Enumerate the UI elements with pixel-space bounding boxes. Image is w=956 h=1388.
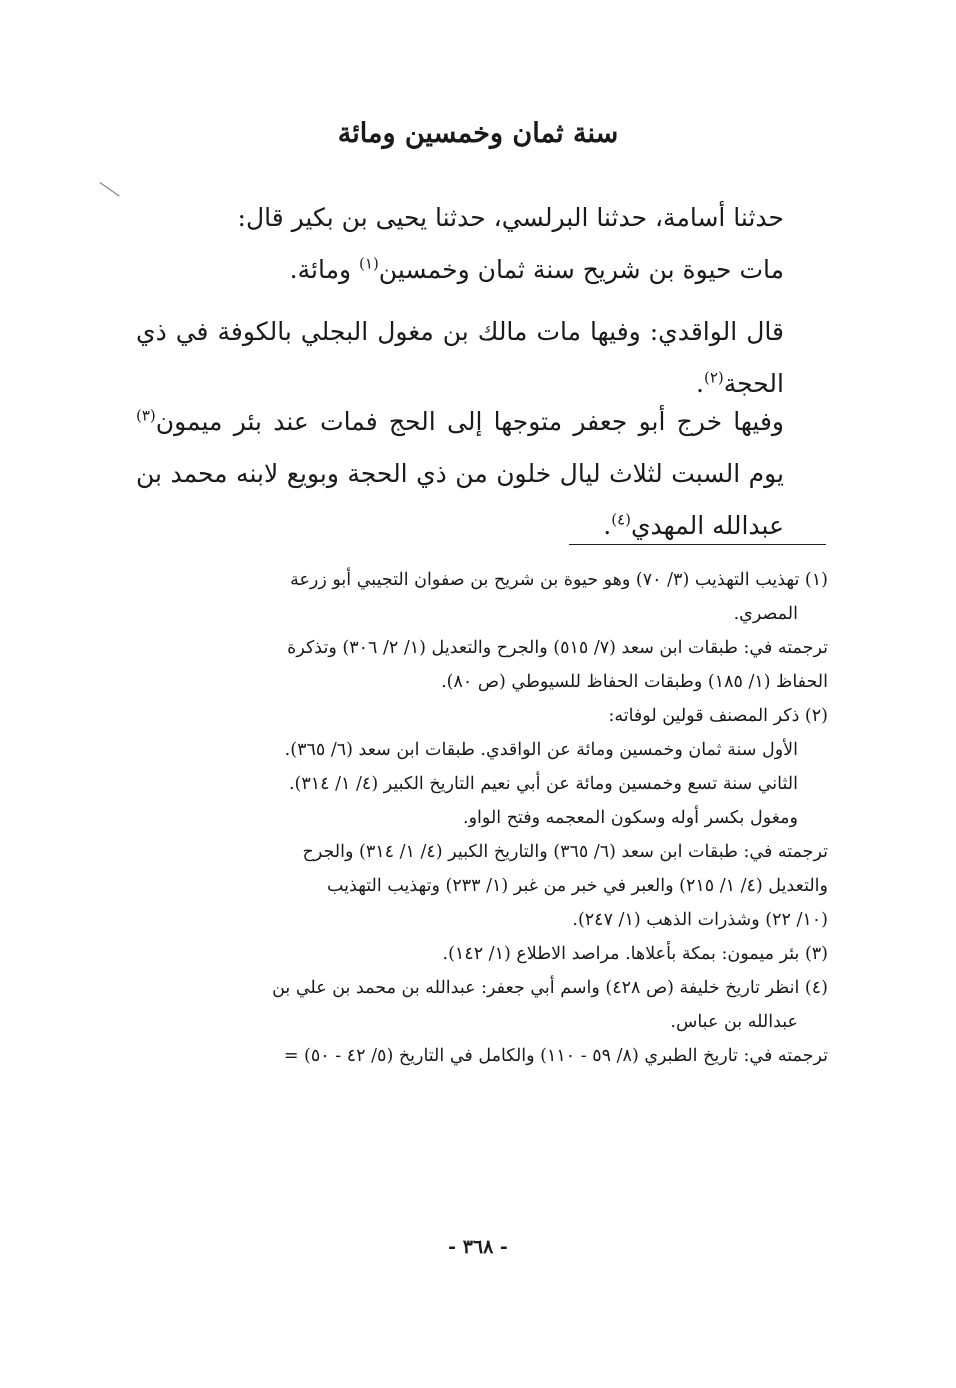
footnote-1-line3: ترجمته في: طبقات ابن سعد (٧/ ٥١٥) والجرح والتعديل (١/ ٢/ ٣٠٦) وتذكرة [287, 638, 828, 658]
footnote-4-line3: ترجمته في: تاريخ الطبري (٨/ ٥٩ - ١١٠) والكامل في التاريخ (٥/ ٤٢ - ٥٠) = [283, 1046, 828, 1066]
footnote-2-line7: (١٠/ ٢٢) وشذرات الذهب (١/ ٢٤٧). [572, 910, 828, 930]
footnote-1-line4: الحفاظ (١/ ١٨٥) وطبقات الحفاظ للسيوطي (ص ٨٠). [441, 672, 828, 692]
footnote-2-line5: ترجمته في: طبقات ابن سعد (٦/ ٣٦٥) والتاريخ الكبير (٤/ ١/ ٣١٤) والجرح [302, 842, 828, 862]
p1-line1: حدثنا أسامة، حدثنا البرلسي، حدثنا يحيى بن بكير قال: [237, 203, 784, 232]
footnotes [128, 563, 828, 1073]
p3-end: . [603, 511, 612, 540]
footnote-2-line4: ومغول بكسر أوله وسكون المعجمه وفتح الواو. [463, 808, 798, 828]
footnote-ref-4: (٤) [611, 510, 631, 529]
footnote-separator [569, 544, 826, 545]
p1-line2-end: ومائة. [289, 255, 360, 284]
footnote-ref-1: (١) [359, 254, 379, 273]
paragraph-abu-jafar [136, 396, 826, 552]
footnote-3-line1: (٣) بئر ميمون: بمكة بأعلاها. مراصد الاطلاع (١/ ١٤٢). [442, 944, 828, 964]
footnote-1-line2: المصري. [733, 604, 798, 624]
footnote-1-line1: (١) تهذيب التهذيب (٣/ ٧٠) وهو حيوة بن شريح بن صفوان التجيبي أبو زرعة [290, 570, 828, 590]
footnote-2-line3: الثاني سنة تسع وخمسين ومائة عن أبي نعيم التاريخ الكبير (٤/ ١/ ٣١٤). [288, 774, 798, 794]
scan-mark [99, 182, 119, 197]
footnote-4-line2: عبدالله بن عباس. [670, 1012, 798, 1032]
paragraph-waqidi [136, 306, 826, 410]
p1-line2 [136, 244, 826, 296]
p3-text-a: وفيها خرج أبو جعفر متوجها إلى الحج فمات عند بئر ميمون [155, 407, 784, 436]
p2-text: قال الواقدي: وفيها مات مالك بن مغول البجلي بالكوفة في ذي الحجة [136, 317, 784, 398]
paragraph-hadith-chain [136, 192, 826, 296]
footnote-ref-3: (٣) [136, 406, 156, 425]
footnote-ref-2: (٢) [703, 368, 724, 387]
footnote-2-line6: والتعديل (٤/ ١/ ٢١٥) والعبر في خبر من غبر (١/ ٢٣٣) وتهذيب التهذيب [326, 876, 828, 896]
footnote-4-line1: (٤) انظر تاريخ خليفة (ص ٤٢٨) واسم أبي جعفر: عبدالله بن محمد بن علي بن [272, 978, 828, 998]
p1-line2-text: مات حيوة بن شريح سنة ثمان وخمسين [378, 255, 784, 284]
p3-text-b: يوم السبت لثلاث ليال خلون من ذي الحجة وبويع لابنه محمد بن عبدالله المهدي [136, 459, 784, 540]
p2-end: . [696, 369, 704, 398]
page-number: - ٣٦٨ - [448, 1236, 508, 1258]
section-title: سنة ثمان وخمسين ومائة [337, 118, 619, 149]
p3-body [136, 396, 826, 552]
footnote-2-line1: (٢) ذكر المصنف قولين لوفاته: [608, 706, 828, 726]
p2-body [136, 306, 826, 410]
footnote-2-line2: الأول سنة ثمان وخمسين ومائة عن الواقدي. طبقات ابن سعد (٦/ ٣٦٥). [284, 740, 798, 760]
